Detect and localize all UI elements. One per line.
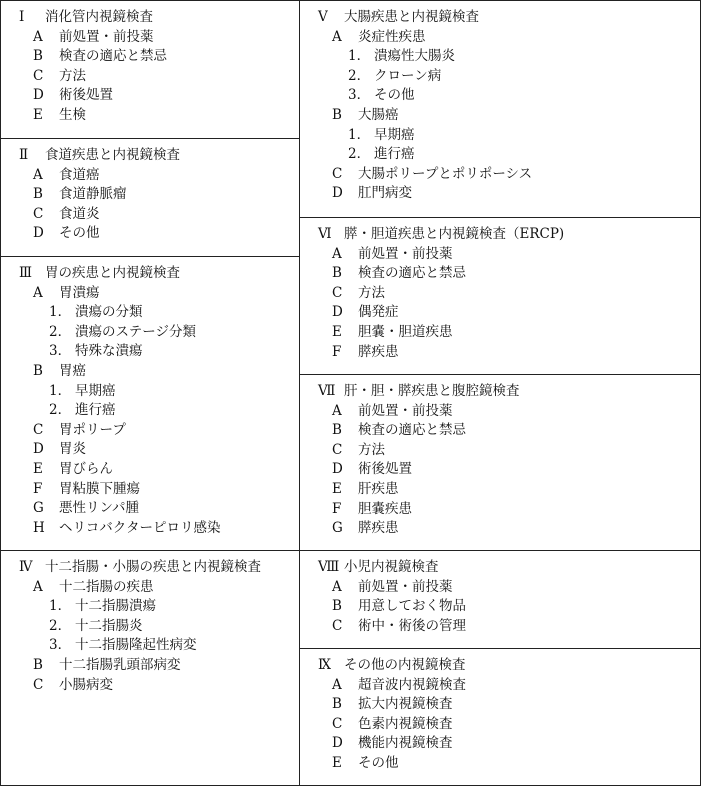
- outline-subitem: [300, 145, 700, 165]
- outline-item: [300, 402, 700, 422]
- outline-item-text: ヘリコバクターピロリ感染: [59, 519, 221, 536]
- outline-item-text: 術後処置: [59, 87, 113, 104]
- outline-item-marker: B: [332, 598, 342, 615]
- outline-item-marker: D: [332, 735, 343, 752]
- outline-subitem-marker: 1．: [49, 598, 72, 615]
- outline-subitem-marker: 2．: [49, 323, 72, 340]
- outline-subitem: [300, 47, 700, 67]
- outline-item: [1, 67, 299, 87]
- outline-subitem: [300, 67, 700, 87]
- outline-item: [1, 47, 299, 67]
- outline-item-text: 方法: [358, 284, 385, 301]
- outline-item-marker: A: [332, 676, 342, 693]
- outline-subitem-text: 早期癌: [374, 126, 415, 143]
- outline-item-text: 肝疾患: [358, 480, 399, 497]
- outline-subitem-marker: 1．: [348, 126, 371, 143]
- outline-item-text: 肛門病変: [358, 185, 412, 202]
- outline-item-marker: D: [33, 225, 44, 242]
- outline-subitem-text: 十二指腸炎: [75, 617, 143, 634]
- outline-subitem-text: 進行癌: [374, 146, 415, 163]
- outline-item: [300, 460, 700, 480]
- outline-item: [1, 284, 299, 304]
- outline-item: [1, 185, 299, 205]
- outline-subitem-text: 十二指腸隆起性病変: [75, 637, 197, 654]
- outline-item: [300, 184, 700, 204]
- outline-item-text: 胃癌: [59, 362, 86, 379]
- outline-item: [1, 205, 299, 225]
- outline-subitem-text: 特殊な潰瘍: [75, 343, 143, 360]
- outline-item-text: 検査の適応と禁忌: [358, 265, 466, 282]
- outline-subitem-marker: 1．: [49, 304, 72, 321]
- section-heading-marker: Ⅵ: [318, 226, 332, 242]
- outline-item: [1, 166, 299, 186]
- outline-item-text: 胃粘膜下腫瘍: [59, 480, 140, 497]
- section-heading-text: 十二指腸・小腸の疾患と内視鏡検査: [45, 559, 261, 575]
- outline-item-marker: E: [33, 106, 43, 123]
- outline-item-marker: A: [33, 578, 43, 595]
- section-heading-marker: Ⅱ: [19, 147, 29, 163]
- outline-item: [1, 421, 299, 441]
- outline-item-marker: C: [33, 205, 44, 222]
- outline-item-text: 機能内視鏡検査: [358, 735, 453, 752]
- outline-item-marker: B: [33, 362, 43, 379]
- outline-item-text: 用意しておく物品: [358, 598, 466, 615]
- outline-item-text: 前処置・前投薬: [358, 578, 453, 595]
- outline-item: [1, 440, 299, 460]
- outline-item-text: 胃潰瘍: [59, 284, 100, 301]
- outline-item-marker: E: [332, 754, 342, 771]
- outline-item: [300, 754, 700, 774]
- outline-item-marker: E: [332, 480, 342, 497]
- outline-subitem: [300, 86, 700, 106]
- section-heading-text: 大腸疾患と内視鏡検査: [344, 9, 479, 25]
- outline-item-text: 食道静脈瘤: [59, 186, 127, 203]
- left-column: [0, 0, 300, 786]
- outline-item-text: 胃びらん: [59, 460, 113, 477]
- outline-item-marker: A: [332, 245, 342, 262]
- outline-item-text: 色素内視鏡検査: [358, 715, 453, 732]
- section-8: [300, 551, 700, 649]
- outline-item-marker: A: [332, 578, 342, 595]
- outline-item: [1, 519, 299, 539]
- outline-subitem-text: クローン病: [374, 67, 442, 84]
- section-heading-text: その他の内視鏡検査: [344, 657, 466, 673]
- outline-item-text: 胃ポリープ: [59, 421, 126, 438]
- section-heading-marker: Ⅳ: [19, 559, 33, 575]
- outline-item-marker: A: [33, 166, 43, 183]
- section-heading-text: 小児内視鏡検査: [344, 559, 439, 575]
- outline-item-marker: G: [332, 520, 343, 537]
- section-heading: [1, 146, 299, 166]
- outline-item-marker: B: [332, 265, 342, 282]
- outline-item-marker: E: [33, 460, 43, 477]
- outline-item: [1, 224, 299, 244]
- outline-subitem-text: 潰瘍性大腸炎: [374, 48, 455, 65]
- section-heading-text: 肝・胆・膵疾患と腹腔鏡検査: [344, 383, 520, 399]
- outline-item-marker: A: [332, 402, 342, 419]
- outline-subitem-marker: 3．: [49, 343, 72, 360]
- outline-item: [300, 500, 700, 520]
- outline-item-marker: F: [33, 480, 43, 497]
- outline-subitem: [1, 382, 299, 402]
- outline-item-marker: B: [332, 696, 342, 713]
- outline-subitem-marker: 2．: [348, 67, 371, 84]
- outline-item: [1, 676, 299, 696]
- outline-item-text: 食道炎: [59, 205, 100, 222]
- section-9: [300, 649, 700, 787]
- outline-item-text: その他: [59, 225, 100, 242]
- outline-item-marker: D: [332, 304, 343, 321]
- outline-item: [300, 284, 700, 304]
- outline-item: [300, 165, 700, 185]
- outline-item-text: 前処置・前投薬: [358, 245, 453, 262]
- section-heading: [300, 656, 700, 676]
- outline-item-text: 小腸病変: [59, 676, 113, 693]
- outline-item: [300, 28, 700, 48]
- outline-item: [300, 245, 700, 265]
- section-1: [1, 1, 299, 139]
- outline-subitem-text: 進行癌: [75, 402, 116, 419]
- outline-item-marker: B: [33, 48, 43, 65]
- outline-subitem: [1, 636, 299, 656]
- outline-item: [300, 597, 700, 617]
- outline-item-marker: C: [332, 284, 343, 301]
- outline-subitem-text: 早期癌: [75, 382, 116, 399]
- outline-item: [300, 303, 700, 323]
- outline-item-marker: C: [332, 617, 343, 634]
- section-6: [300, 218, 700, 375]
- outline-subitem-marker: 2．: [348, 146, 371, 163]
- section-heading: [300, 225, 700, 245]
- section-heading: [300, 558, 700, 578]
- outline-subitem: [1, 401, 299, 421]
- outline-item-text: 術後処置: [358, 461, 412, 478]
- outline-item-text: 胆嚢疾患: [358, 500, 412, 517]
- outline-subitem-text: 十二指腸潰瘍: [75, 598, 156, 615]
- outline-item-text: 超音波内視鏡検査: [358, 676, 466, 693]
- outline-subitem-marker: 2．: [49, 617, 72, 634]
- outline-item-text: 膵疾患: [358, 520, 399, 537]
- section-7: [300, 375, 700, 551]
- outline-item: [1, 362, 299, 382]
- outline-subitem: [1, 617, 299, 637]
- outline-item-text: 十二指腸の疾患: [59, 578, 154, 595]
- outline-item-marker: C: [33, 421, 44, 438]
- section-heading-text: 膵・胆道疾患と内視鏡検査（ERCP): [344, 226, 565, 242]
- outline-item: [1, 86, 299, 106]
- outline-item: [1, 460, 299, 480]
- outline-item-text: その他: [358, 754, 399, 771]
- section-heading: [1, 558, 299, 578]
- outline-item-marker: F: [332, 500, 342, 517]
- outline-item: [300, 734, 700, 754]
- outline-item: [300, 695, 700, 715]
- section-5: [300, 1, 700, 218]
- outline-item-text: 食道癌: [59, 166, 100, 183]
- section-3: [1, 257, 299, 551]
- outline-item: [300, 264, 700, 284]
- outline-item-marker: C: [332, 165, 343, 182]
- section-heading-marker: Ⅰ: [19, 9, 25, 25]
- outline-subitem-marker: 3．: [348, 87, 371, 104]
- outline-item-marker: D: [33, 441, 44, 458]
- outline-item-marker: A: [332, 28, 342, 45]
- outline-item-text: 検査の適応と禁忌: [59, 48, 167, 65]
- outline-item-text: 前処置・前投薬: [358, 402, 453, 419]
- outline-subitem-text: 潰瘍のステージ分類: [75, 323, 196, 340]
- outline-item-marker: B: [332, 422, 342, 439]
- outline-item-marker: C: [332, 441, 343, 458]
- outline-item-text: 生検: [59, 106, 86, 123]
- outline-subitem: [300, 126, 700, 146]
- outline-subitem-marker: 2．: [49, 402, 72, 419]
- outline-item: [1, 656, 299, 676]
- outline-item-text: 偶発症: [358, 304, 399, 321]
- outline-item: [300, 578, 700, 598]
- outline-item: [300, 441, 700, 461]
- outline-item-text: 術中・術後の管理: [358, 617, 466, 634]
- outline-item-marker: D: [332, 461, 343, 478]
- section-4: [1, 551, 299, 787]
- section-heading: [300, 8, 700, 28]
- section-heading: [1, 8, 299, 28]
- outline-item: [1, 499, 299, 519]
- outline-item-marker: D: [33, 87, 44, 104]
- outline-subitem-marker: 1．: [49, 382, 72, 399]
- outline-item-text: 拡大内視鏡検査: [358, 696, 453, 713]
- outline-item-marker: A: [33, 284, 43, 301]
- section-heading-marker: Ⅶ: [318, 383, 336, 399]
- outline-item: [300, 106, 700, 126]
- outline-item-marker: F: [332, 343, 342, 360]
- outline-item-text: 大腸ポリープとポリポーシス: [358, 165, 533, 182]
- section-heading-text: 食道疾患と内視鏡検査: [45, 147, 180, 163]
- outline-item: [1, 480, 299, 500]
- outline-item-marker: C: [33, 676, 44, 693]
- outline-subitem: [1, 323, 299, 343]
- outline-item-marker: B: [332, 106, 342, 123]
- right-column: [299, 0, 701, 786]
- outline-item-marker: A: [33, 28, 43, 45]
- section-heading-text: 胃の疾患と内視鏡検査: [45, 265, 180, 281]
- outline-item: [1, 106, 299, 126]
- outline-subitem-text: その他: [374, 87, 415, 104]
- outline-item-marker: C: [33, 67, 44, 84]
- outline-item-text: 前処置・前投薬: [59, 28, 154, 45]
- outline-item-marker: D: [332, 185, 343, 202]
- outline-item: [300, 421, 700, 441]
- section-heading-marker: Ⅴ: [318, 9, 328, 25]
- outline-item-text: 方法: [59, 67, 86, 84]
- outline-item: [1, 578, 299, 598]
- outline-item-text: 悪性リンパ腫: [59, 500, 140, 517]
- outline-item-marker: B: [33, 186, 43, 203]
- outline-item-text: 膵疾患: [358, 343, 399, 360]
- outline-subitem: [1, 303, 299, 323]
- outline-item-text: 大腸癌: [358, 106, 399, 123]
- outline-item: [300, 617, 700, 637]
- outline-item: [300, 343, 700, 363]
- outline-item: [1, 28, 299, 48]
- outline-item-text: 胆嚢・胆道疾患: [358, 323, 453, 340]
- outline-item-text: 炎症性疾患: [358, 28, 426, 45]
- section-2: [1, 139, 299, 257]
- section-heading-text: 消化管内視鏡検査: [45, 9, 153, 25]
- outline-subitem: [1, 597, 299, 617]
- outline-item-text: 十二指腸乳頭部病変: [59, 656, 181, 673]
- outline-item: [300, 715, 700, 735]
- outline-item-marker: C: [332, 715, 343, 732]
- outline-item-marker: H: [33, 519, 45, 536]
- outline-item: [300, 323, 700, 343]
- outline-item-marker: G: [33, 500, 44, 517]
- outline-item: [300, 519, 700, 539]
- section-heading: [300, 382, 700, 402]
- outline-item-text: 胃炎: [59, 441, 86, 458]
- outline-subitem-text: 潰瘍の分類: [75, 304, 143, 321]
- outline-item-text: 方法: [358, 441, 385, 458]
- section-heading: [1, 264, 299, 284]
- section-heading-marker: Ⅸ: [318, 657, 332, 673]
- outline-subitem: [1, 342, 299, 362]
- outline-item: [300, 480, 700, 500]
- outline-item-marker: E: [332, 323, 342, 340]
- outline-subitem-marker: 3．: [49, 637, 72, 654]
- outline-item: [300, 676, 700, 696]
- outline-item-marker: B: [33, 656, 43, 673]
- section-heading-marker: Ⅷ: [318, 559, 340, 575]
- outline-subitem-marker: 1．: [348, 48, 371, 65]
- section-heading-marker: Ⅲ: [19, 265, 33, 281]
- outline-item-text: 検査の適応と禁忌: [358, 422, 466, 439]
